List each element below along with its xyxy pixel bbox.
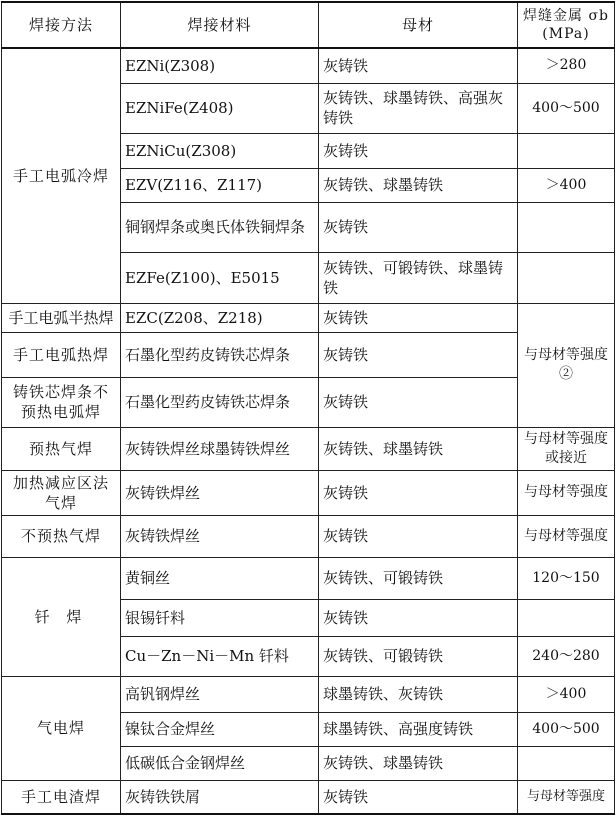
strength-cell: 与母材等强度 xyxy=(518,515,615,557)
strength-cell: 与母材等强度② xyxy=(518,303,615,427)
strength-cell: 400～500 xyxy=(518,83,615,133)
table-row xyxy=(2,427,615,470)
base-metal-cell: 灰铸铁 xyxy=(319,48,518,83)
base-metal-cell: 灰铸铁 xyxy=(319,377,518,427)
material-cell: 铜钢焊条或奥氏体铁铜焊条 xyxy=(121,202,319,252)
material-cell: EZNiFe(Z408) xyxy=(121,83,319,133)
method-cell: 手工电弧冷焊 xyxy=(2,48,121,303)
method-cell: 手工电弧热焊 xyxy=(2,332,121,377)
base-metal-cell: 灰铸铁、球墨铸铁 xyxy=(319,427,518,470)
material-cell: EZNi(Z308) xyxy=(121,48,319,83)
strength-cell: 与母材等强度 xyxy=(518,780,615,814)
header-base-metal: 母材 xyxy=(319,2,518,48)
strength-cell: 120～150 xyxy=(518,557,615,599)
material-cell: 灰铸铁铁屑 xyxy=(121,780,319,814)
base-metal-cell: 灰铸铁 xyxy=(319,780,518,814)
welding-methods-table xyxy=(1,1,615,815)
method-cell: 铸铁芯焊条不预热电弧焊 xyxy=(2,377,121,427)
strength-cell xyxy=(518,202,615,252)
welding-methods-table-page xyxy=(1,1,615,834)
header-method: 焊接方法 xyxy=(2,2,121,48)
base-metal-cell: 灰铸铁 xyxy=(319,332,518,377)
table-row xyxy=(2,48,615,83)
material-cell: 石墨化型药皮铸铁芯焊条 xyxy=(121,332,319,377)
method-cell: 钎 焊 xyxy=(2,557,121,676)
material-cell: 低碳低合金钢焊丝 xyxy=(121,746,319,780)
base-metal-cell: 灰铸铁 xyxy=(319,515,518,557)
base-metal-cell: 灰铸铁 xyxy=(319,303,518,332)
table-row xyxy=(2,470,615,515)
material-cell: EZFe(Z100)、E5015 xyxy=(121,252,319,303)
base-metal-cell: 灰铸铁 xyxy=(319,599,518,636)
base-metal-cell: 球墨铸铁、高强度铸铁 xyxy=(319,712,518,746)
base-metal-cell: 灰铸铁 xyxy=(319,202,518,252)
material-cell: 灰铸铁焊丝 xyxy=(121,470,319,515)
strength-cell xyxy=(518,252,615,303)
material-cell: 灰铸铁焊丝 xyxy=(121,515,319,557)
base-metal-cell: 灰铸铁 xyxy=(319,470,518,515)
table-row xyxy=(2,557,615,599)
header-material: 焊接材料 xyxy=(121,2,319,48)
strength-cell: 400～500 xyxy=(518,712,615,746)
material-cell: EZV(Z116、Z117) xyxy=(121,168,319,202)
base-metal-cell: 球墨铸铁、灰铸铁 xyxy=(319,676,518,712)
base-metal-cell: 灰铸铁、球墨铸铁 xyxy=(319,168,518,202)
material-cell: EZNiCu(Z308) xyxy=(121,133,319,168)
material-cell: Cu－Zn－Ni－Mn 钎料 xyxy=(121,636,319,676)
material-cell: 高钒钢焊丝 xyxy=(121,676,319,712)
material-cell: 银锡钎料 xyxy=(121,599,319,636)
base-metal-cell: 灰铸铁、可锻铸铁 xyxy=(319,636,518,676)
base-metal-cell: 灰铸铁、可锻铸铁、球墨铸铁 xyxy=(319,252,518,303)
base-metal-cell: 灰铸铁 xyxy=(319,133,518,168)
method-cell: 加热减应区法气焊 xyxy=(2,470,121,515)
method-cell: 手工电渣焊 xyxy=(2,780,121,814)
strength-cell: ＞400 xyxy=(518,168,615,202)
strength-cell: ＞280 xyxy=(518,48,615,83)
strength-cell xyxy=(518,133,615,168)
strength-cell xyxy=(518,746,615,780)
method-cell: 不预热气焊 xyxy=(2,515,121,557)
base-metal-cell: 灰铸铁、可锻铸铁 xyxy=(319,557,518,599)
strength-cell xyxy=(518,599,615,636)
table-header-row xyxy=(2,2,615,48)
table-row xyxy=(2,676,615,712)
table-row xyxy=(2,515,615,557)
material-cell: EZC(Z208、Z218) xyxy=(121,303,319,332)
material-cell: 石墨化型药皮铸铁芯焊条 xyxy=(121,377,319,427)
material-cell: 灰铸铁焊丝球墨铸铁焊丝 xyxy=(121,427,319,470)
material-cell: 镍钛合金焊丝 xyxy=(121,712,319,746)
method-cell: 预热气焊 xyxy=(2,427,121,470)
material-cell: 黄铜丝 xyxy=(121,557,319,599)
table-row xyxy=(2,780,615,814)
table-row xyxy=(2,303,615,332)
base-metal-cell: 灰铸铁、球墨铸铁 xyxy=(319,746,518,780)
method-cell: 手工电弧半热焊 xyxy=(2,303,121,332)
strength-cell: 与母材等强度 xyxy=(518,470,615,515)
method-cell: 气电焊 xyxy=(2,676,121,780)
header-weld-strength: 焊缝金属 σb (MPa) xyxy=(518,2,615,48)
strength-cell: ＞400 xyxy=(518,676,615,712)
strength-cell: 与母材等强度或接近 xyxy=(518,427,615,470)
base-metal-cell: 灰铸铁、球墨铸铁、高强灰铸铁 xyxy=(319,83,518,133)
strength-cell: 240～280 xyxy=(518,636,615,676)
